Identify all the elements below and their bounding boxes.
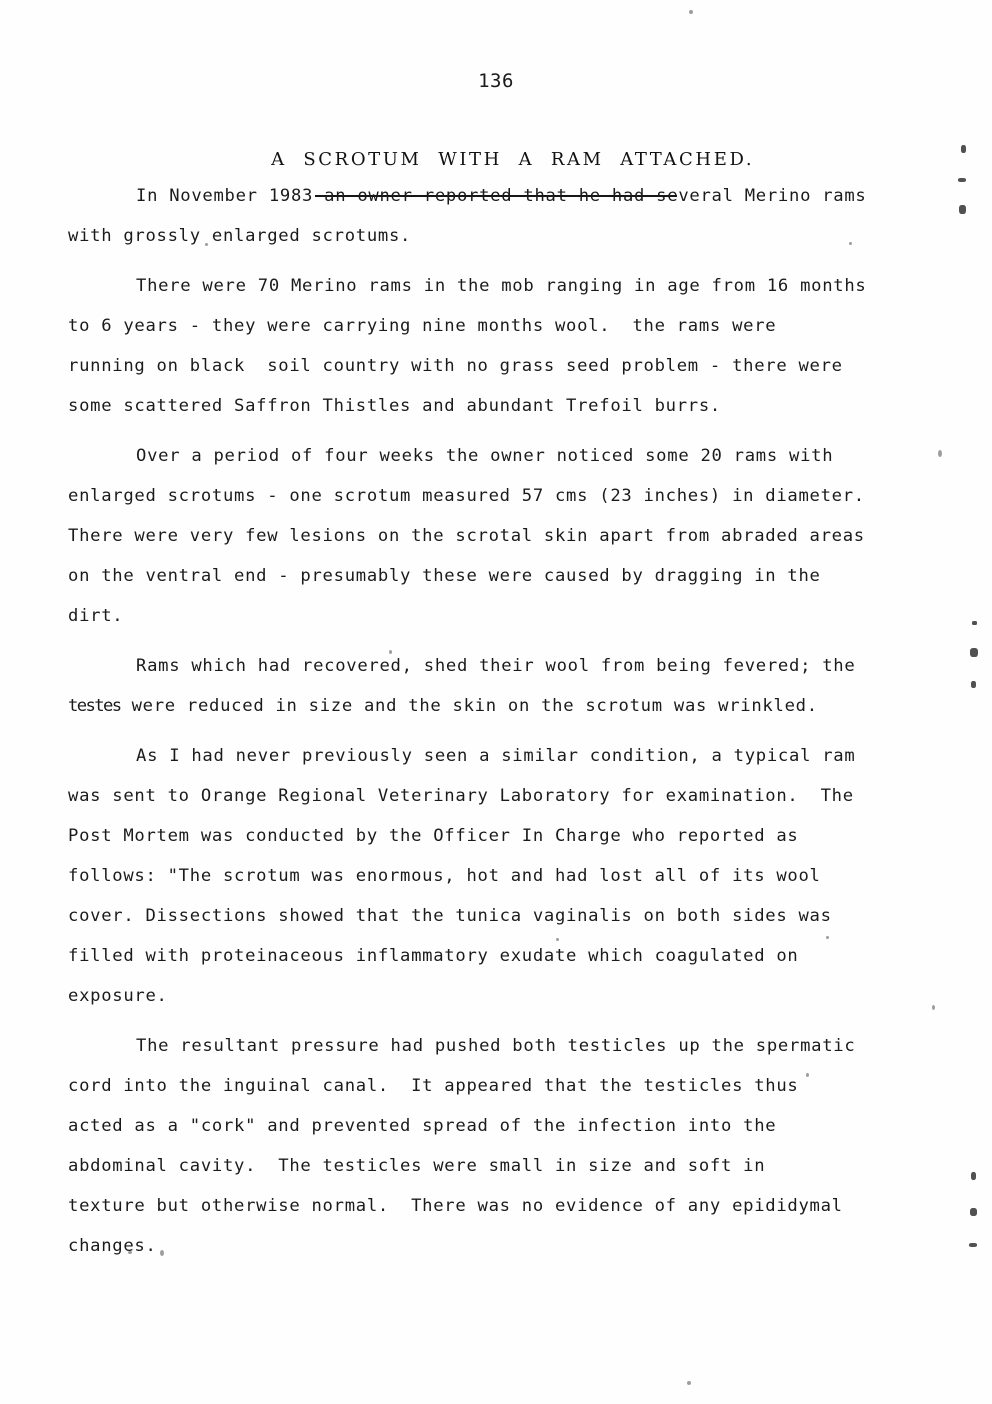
- speck-body-7: [205, 243, 208, 246]
- text-line: abdominal cavity. The testicles were small in size and soft in: [68, 1156, 766, 1176]
- speck-lower-3: [969, 1243, 977, 1247]
- text-line: As I had never previously seen a similar condition, a typical ram: [136, 746, 856, 766]
- paragraph-opening-report: [68, 176, 948, 256]
- speck-lower-2: [970, 1208, 977, 1216]
- paragraph-mob-description: [68, 266, 948, 426]
- speck-body-4: [806, 1073, 809, 1077]
- speck-top: [689, 10, 693, 14]
- paragraph-resultant-pressure: [68, 1026, 948, 1266]
- text-line: with grossly enlarged scrotums.: [68, 226, 412, 246]
- text-line: exposure.: [68, 986, 168, 1006]
- text-line: cover. Dissections showed that the tunica vaginalis on both sides was: [68, 906, 832, 926]
- speck-body-8: [849, 242, 852, 245]
- paragraph-recovery: [68, 646, 948, 726]
- paragraph-clinical-observations: [68, 436, 948, 636]
- text-line: The resultant pressure had pushed both testicles up the spermatic: [136, 1036, 856, 1056]
- text-line: In November 1983 an owner reported that he had several Merino rams: [136, 186, 867, 206]
- speck-body-3: [826, 936, 829, 939]
- text-line: acted as a "cork" and prevented spread of the infection into the: [68, 1116, 777, 1136]
- speck-mid-2: [970, 648, 978, 657]
- text-line: changes.: [68, 1236, 157, 1256]
- speck-upper-2: [958, 178, 966, 182]
- text-line: cord into the inguinal canal. It appeared that the testicles thus: [68, 1076, 799, 1096]
- speck-left-2: [160, 1250, 164, 1256]
- text-line: texture but otherwise normal. There was no evidence of any epididymal: [68, 1196, 843, 1216]
- text-line: some scattered Saffron Thistles and abundant Trefoil burrs.: [68, 396, 721, 416]
- text-line: There were 70 Merino rams in the mob ranging in age from 16 months: [136, 276, 867, 296]
- speck-body-2: [556, 938, 559, 941]
- speck-bottom: [687, 1381, 691, 1385]
- speck-body-6: [932, 1005, 935, 1010]
- speck-body-5: [938, 450, 942, 457]
- text-line: dirt.: [68, 606, 124, 626]
- text-line: testes were reduced in size and the skin on the scrotum was wrinkled.: [68, 696, 818, 716]
- text-line: Rams which had recovered, shed their wool from being fevered; the: [136, 656, 856, 676]
- text-line: running on black soil country with no grass seed problem - there were: [68, 356, 843, 376]
- document-body: [68, 176, 948, 1266]
- text-line: follows: "The scrotum was enormous, hot and had lost all of its wool: [68, 866, 821, 886]
- text-line: enlarged scrotums - one scrotum measured 57 cms (23 inches) in diameter.: [68, 486, 865, 506]
- speck-lower-1: [971, 1172, 976, 1180]
- text-line: was sent to Orange Regional Veterinary Laboratory for examination. The: [68, 786, 854, 806]
- page-title-text: A SCROTUM WITH A RAM ATTACHED.: [271, 149, 755, 170]
- speck-mid-3: [971, 681, 976, 688]
- text-line: to 6 years - they were carrying nine months wool. the rams were: [68, 316, 777, 336]
- speck-upper-3: [959, 205, 966, 214]
- text-line: on the ventral end - presumably these were caused by dragging in the: [68, 566, 821, 586]
- text-line: Post Mortem was conducted by the Officer In Charge who reported as: [68, 826, 799, 846]
- text-line: There were very few lesions on the scrotal skin apart from abraded areas: [68, 526, 865, 546]
- text-line: filled with proteinaceous inflammatory exudate which coagulated on: [68, 946, 799, 966]
- text-line: Over a period of four weeks the owner noticed some 20 rams with: [136, 446, 834, 466]
- speck-mid-1: [972, 621, 977, 625]
- speck-body-1: [389, 650, 392, 654]
- paragraph-laboratory-referral: [68, 736, 948, 1016]
- page-number: 136: [478, 70, 514, 92]
- speck-upper-1: [961, 145, 966, 153]
- speck-left-1: [128, 1251, 132, 1254]
- overtyped-word: testes: [68, 696, 121, 716]
